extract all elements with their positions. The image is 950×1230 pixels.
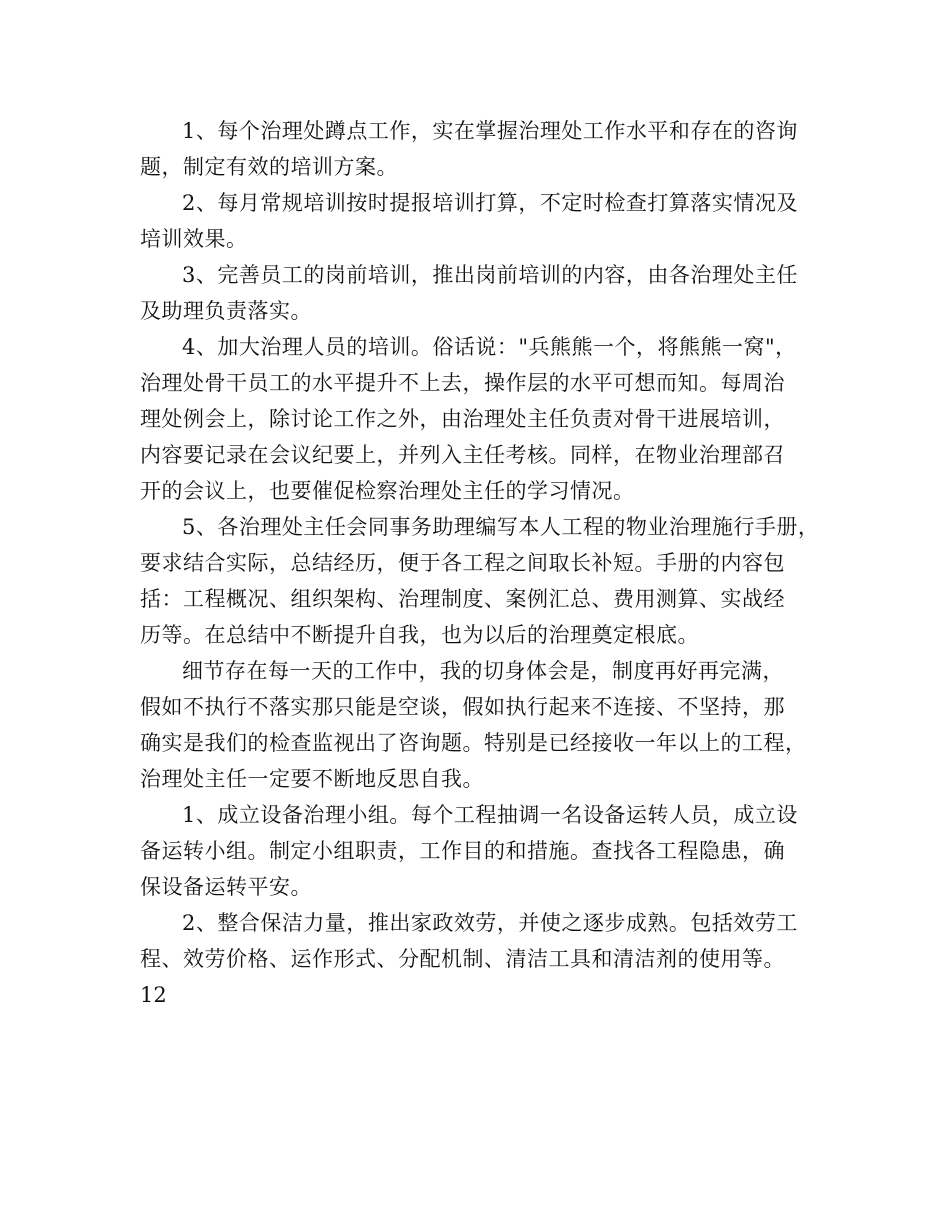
paragraph-1 xyxy=(140,113,820,185)
text-line: 题，制定有效的培训方案。 xyxy=(140,155,398,179)
text-line: 1、成立设备治理小组。每个工程抽调一名设备运转人员，成立设 xyxy=(182,803,798,827)
text-line: 2、整合保洁力量，推出家政效劳，并使之逐步成熟。包括效劳工 xyxy=(182,911,798,935)
text-line: 程、效劳价格、运作形式、分配机制、清洁工具和清洁剂的使用等。 xyxy=(140,947,785,971)
text-line: 及助理负责落实。 xyxy=(140,299,312,323)
paragraph-7 xyxy=(140,797,820,905)
text-line: 治理处主任一定要不断地反思自我。 xyxy=(140,767,484,791)
document-page xyxy=(140,113,820,1013)
paragraph-6 xyxy=(140,653,820,797)
text-line: 1、每个治理处蹲点工作，实在掌握治理处工作水平和存在的咨询 xyxy=(182,119,798,143)
text-line: 内容要记录在会议纪要上，并列入主任考核。同样，在物业治理部召 xyxy=(140,443,785,467)
paragraph-5 xyxy=(140,509,820,653)
text-line: 4、加大治理人员的培训。俗话说："兵熊熊一个，将熊熊一窝"， xyxy=(182,335,797,359)
text-line: 历等。在总结中不断提升自我，也为以后的治理奠定根底。 xyxy=(140,623,699,647)
text-line: 括：工程概况、组织架构、治理制度、案例汇总、费用测算、实战经 xyxy=(140,587,785,611)
paragraph-4 xyxy=(140,329,820,509)
text-line: 细节存在每一天的工作中，我的切身体会是，制度再好再完满， xyxy=(182,659,784,683)
text-line: 确实是我们的检查监视出了咨询题。特别是已经接收一年以上的工程， xyxy=(140,731,807,755)
page-number: 12 xyxy=(140,983,167,1007)
text-line: 3、完善员工的岗前培训，推出岗前培训的内容，由各治理处主任 xyxy=(182,263,798,287)
text-line: 保设备运转平安。 xyxy=(140,875,312,899)
text-line: 2、每月常规培训按时提报培训打算，不定时检查打算落实情况及 xyxy=(182,191,798,215)
text-line: 开的会议上，也要催促检察治理处主任的学习情况。 xyxy=(140,479,635,503)
text-line: 理处例会上，除讨论工作之外，由治理处主任负责对骨干进展培训， xyxy=(140,407,785,431)
text-line: 假如不执行不落实那只能是空谈，假如执行起来不连接、不坚持，那 xyxy=(140,695,785,719)
text-line: 备运转小组。制定小组职责，工作目的和措施。查找各工程隐患，确 xyxy=(140,839,785,863)
paragraph-2 xyxy=(140,185,820,257)
paragraph-8 xyxy=(140,905,820,977)
text-line: 要求结合实际，总结经历，便于各工程之间取长补短。手册的内容包 xyxy=(140,551,785,575)
paragraph-3 xyxy=(140,257,820,329)
text-line: 培训效果。 xyxy=(140,227,248,251)
text-line: 治理处骨干员工的水平提升不上去，操作层的水平可想而知。每周治 xyxy=(140,371,785,395)
text-line: 5、各治理处主任会同事务助理编写本人工程的物业治理施行手册， xyxy=(182,515,820,539)
